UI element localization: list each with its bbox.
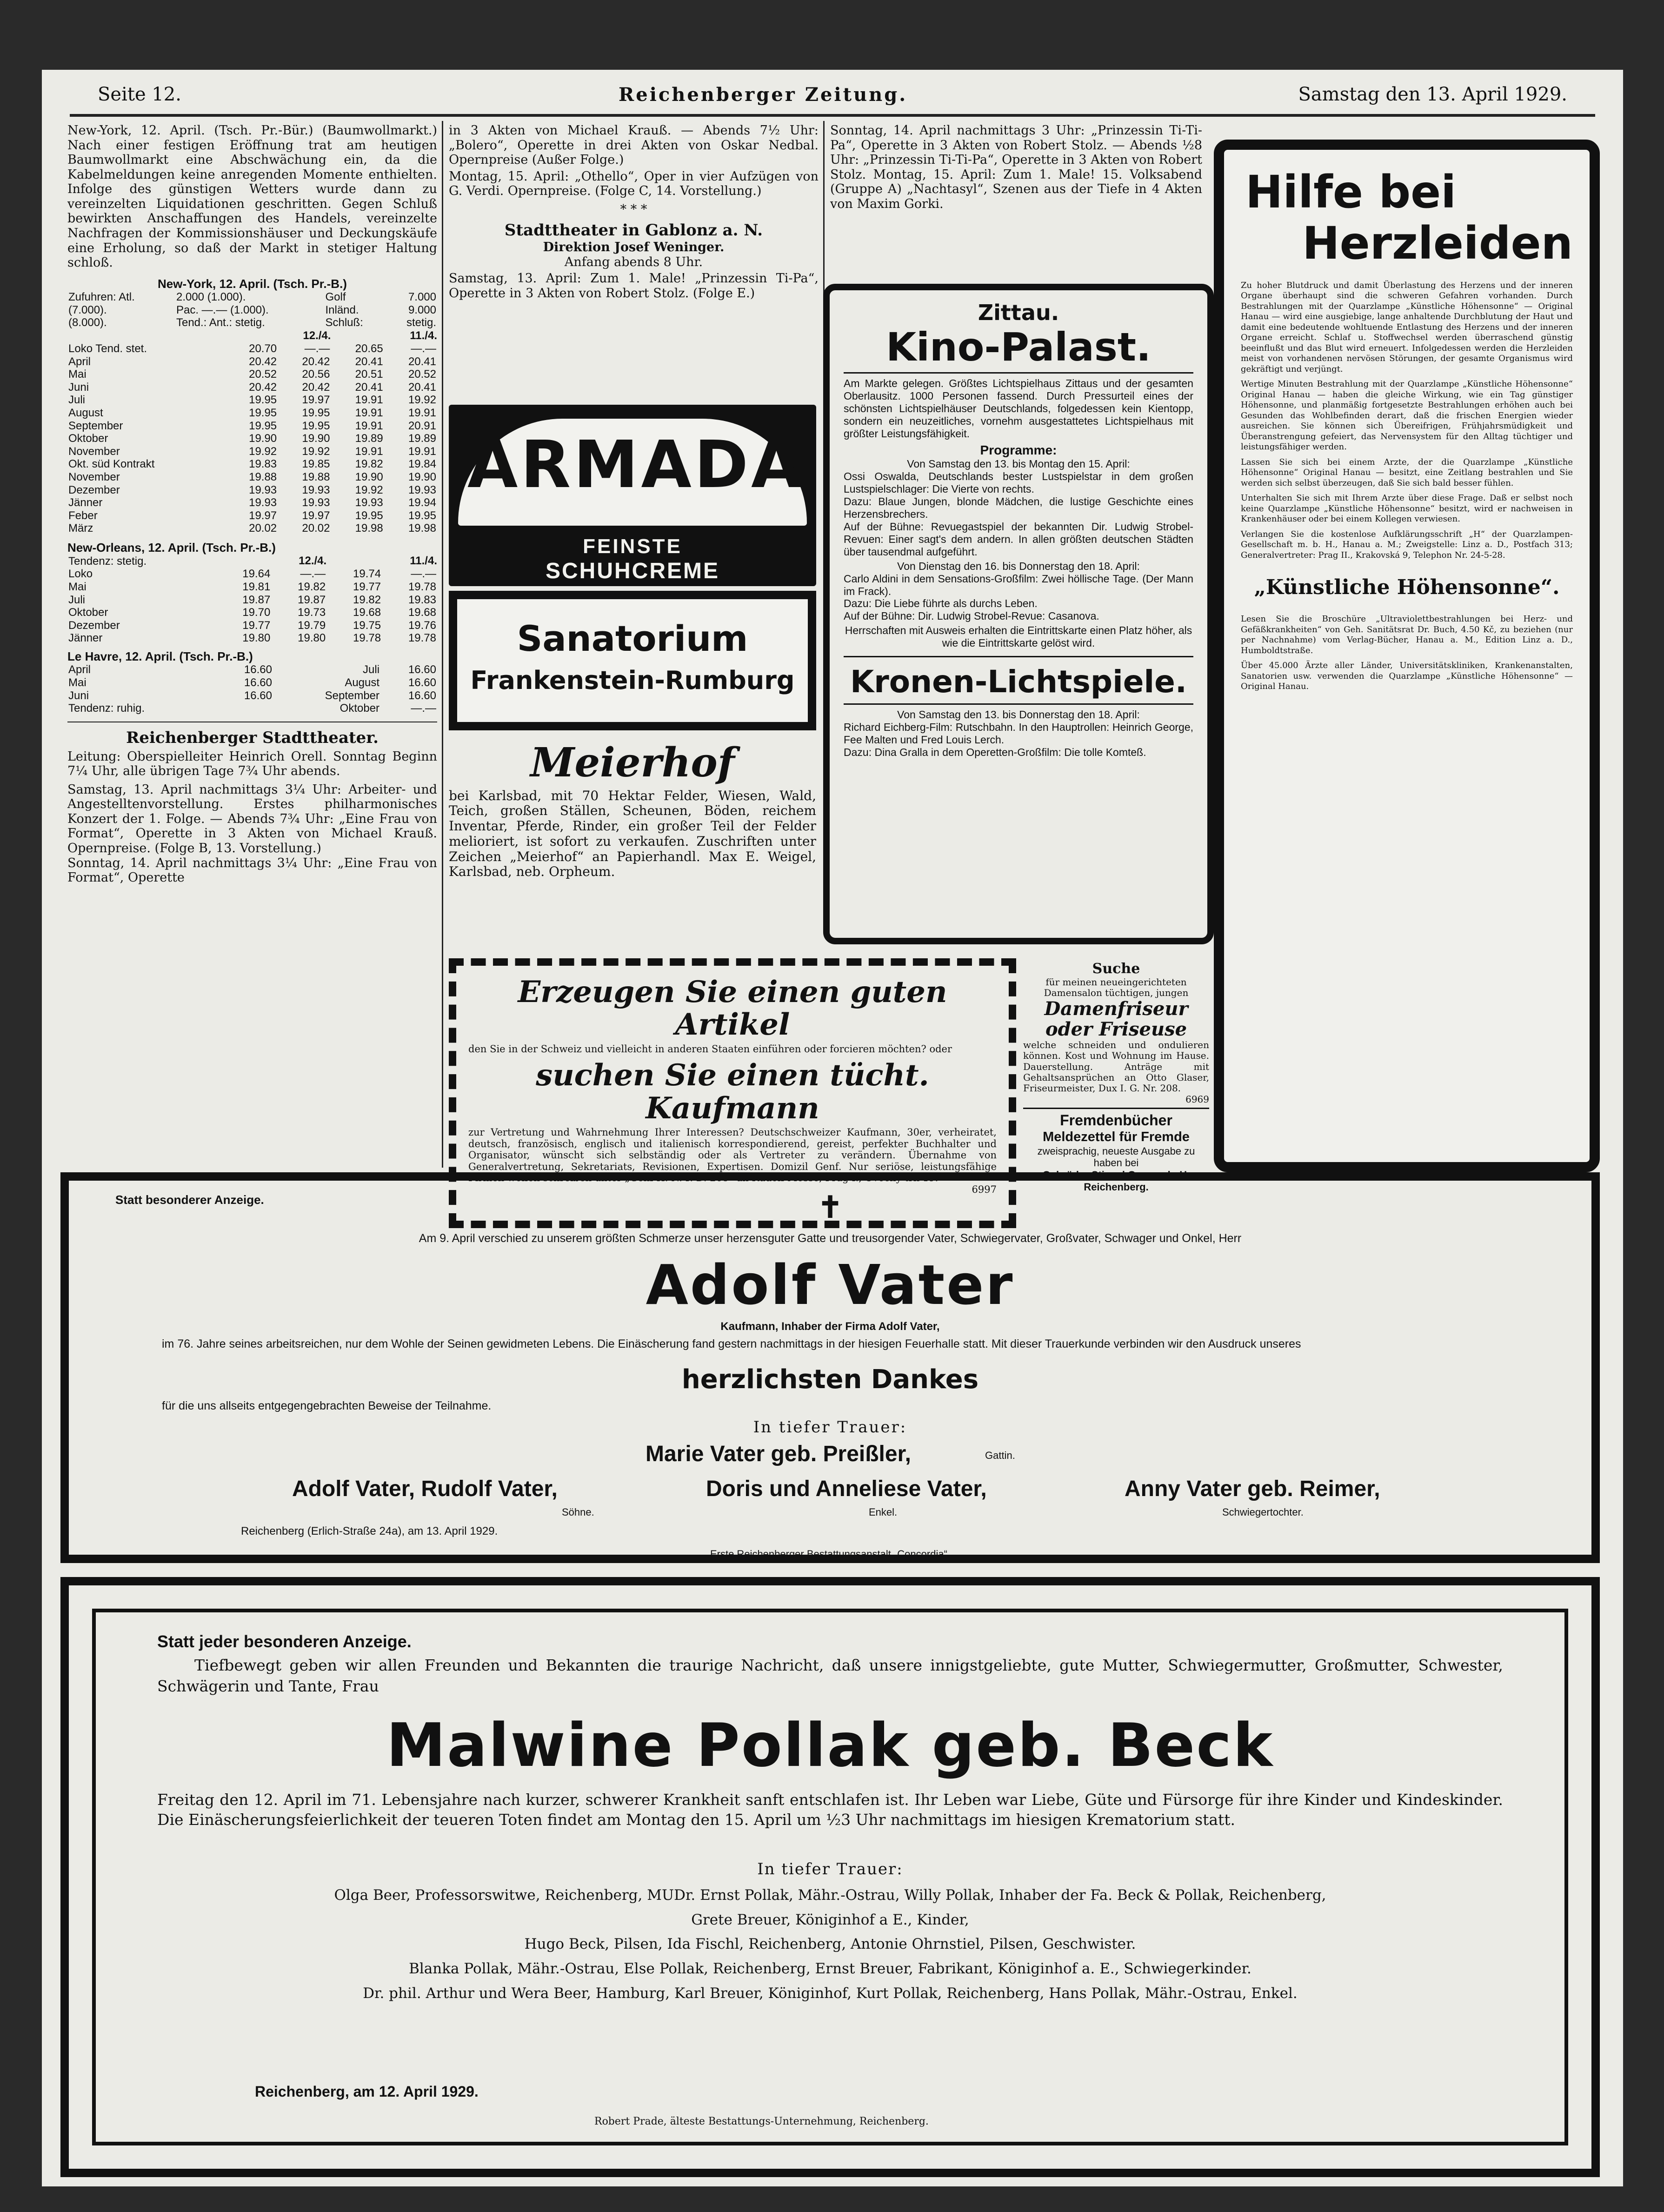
page-header xyxy=(70,84,1595,112)
meierhof-ad xyxy=(449,740,816,880)
table-row: August 19.95 19.95 19.91 19.91 xyxy=(68,407,436,420)
obit2-line1: Olga Beer, Professorswitwe, Reichenberg, MUDr. Ernst Pollak, Mähr.-Ostrau, Willy Pollak, Inhaber der Fa. Beck & Pollak, Reichenberg, xyxy=(334,1887,1326,1904)
obit1-name: Adolf Vater xyxy=(646,1253,1015,1317)
theater-title: Reichenberger Stadttheater. xyxy=(126,728,379,747)
hilfe-p1: Zu hoher Blutdruck und damit Überlastung des Herzens und der inneren Organe überhaupt sind die schweren Gefahren vorhanden. Durch Bestrahlungen mit der Quarzlampe „Künstliche Höhensonne“ — Original Hanau — wird eine ausgiebige, lange anhaltende Durchblutung der Haut und damit eine bedeutende wohltuende Entlastung des Herzens und der inneren Organe erreicht. Schlaf u. Stoffwechsel werden überraschend günstig beeinflußt und das Blut wird erneuert. Infolgedessen werden die Herzleiden meist von vorhandenen nervösen Störungen, der gesamte Organismus wird gekräftigt und verjüngt. xyxy=(1241,280,1573,374)
obit2-line3: Hugo Beck, Pilsen, Ida Fischl, Reichenberg, Antonie Ohrnstiel, Pilsen, Geschwister. xyxy=(524,1936,1136,1953)
table-row: Mai 19.81 19.82 19.77 19.78 xyxy=(68,581,436,594)
erzeugen-h2: suchen Sie einen tücht. Kaufmann xyxy=(536,1058,929,1126)
table-row: Jänner 19.80 19.80 19.78 19.78 xyxy=(68,632,436,645)
kino-rule xyxy=(844,372,1193,374)
kino-content xyxy=(844,301,1193,759)
obit1-text2: für die uns allseits entgegengebrachten Beweise der Teilnahme. xyxy=(162,1399,492,1412)
obit1-sons-role: Söhne. xyxy=(562,1506,594,1518)
table-row: (8.000). Tend.: Ant.: stetig. Schluß: stetig. xyxy=(68,316,436,329)
table-row: April 20.42 20.42 20.41 20.41 xyxy=(68,355,436,368)
table-row: November 19.92 19.92 19.91 19.91 xyxy=(68,445,436,458)
armada-ad xyxy=(449,405,816,586)
obit2-undertaker: Robert Prade, älteste Bestattungs-Unternehmung, Reichenberg. xyxy=(594,2116,929,2127)
obit1-intro: Am 9. April verschied zu unserem größten Schmerze unser herzensguter Gatte und treusorgender Vater, Schwiegervater, Großvater, Schwager und Onkel, Herr xyxy=(419,1232,1242,1245)
obit1-dil: Anny Vater geb. Reimer, xyxy=(1125,1477,1380,1501)
table-row: November 19.88 19.88 19.90 19.90 xyxy=(68,470,436,483)
fb-city: Reichenberg. xyxy=(1084,1181,1149,1193)
table-row: Juli 19.87 19.87 19.82 19.83 xyxy=(68,593,436,606)
table-header-row: Tendenz: stetig. 12./4. 11./4. xyxy=(68,555,437,568)
kino-title: Kino-Palast. xyxy=(886,324,1151,370)
kino-p5: Von Dienstag den 16. bis Donnerstag den 18. April: xyxy=(897,560,1140,572)
kino-p3: Dazu: Blaue Jungen, blonde Mädchen, die lustige Geschichte eines Herzensbrechers. xyxy=(844,495,1193,521)
obit1-dil-role: Schwiegertochter. xyxy=(1222,1506,1304,1518)
obit1-trauer: In tiefer Trauer: xyxy=(753,1418,907,1437)
theater-program-2: Sonntag, 14. April nachmittags 3 Uhr: „Prinzessin Ti-Ti-Pa“, Operette in 3 Akten von Robert Stolz. — Abends ½8 Uhr: „Prinzessin Ti-Ti-Pa“, Operette in 3 Akten von Robert Stolz. Montag, 15. April: Zum 1. Male! 15. Volksabend (Gruppe A) „Nachtasyl“, Szenen aus der Tiefe in 4 Akten von Maxim Gorki. xyxy=(830,123,1202,211)
obit1-grand-role: Enkel. xyxy=(869,1506,898,1518)
fb-company: Gebrüder Stiepel Ges. m. b. H. xyxy=(1042,1169,1190,1181)
fb-text: zweisprachig, neueste Ausgabe zu haben bei xyxy=(1037,1145,1195,1169)
table-row: Dezember 19.93 19.93 19.92 19.93 xyxy=(68,483,436,496)
obit1-grandchildren: Doris und Anneliese Vater, xyxy=(706,1477,987,1501)
kino-p4: Auf der Bühne: Revuegastspiel der bekannten Dir. Ludwig Strobel-Revuen: Einer sagt's dem andern. In allen größten deutschen Städten über tausendmal aufgeführt. xyxy=(844,521,1193,558)
erzeugen-t1: den Sie in der Schweiz und vielleicht in anderen Staaten einführen oder forcieren möchten? oder xyxy=(468,1043,952,1055)
obit1-sons: Adolf Vater, Rudolf Vater, xyxy=(292,1477,558,1501)
theater-sunday: Sonntag, 14. April nachmittags 3¼ Uhr: „Eine Frau von Format“, Operette xyxy=(67,855,437,885)
obit1-wife: Marie Vater geb. Preißler, xyxy=(646,1442,911,1466)
sanatorium-place: Frankenstein-Rumburg xyxy=(470,666,795,695)
obit1-undertaker: Erste Reichenberger Bestattungsanstalt „Concordia“. xyxy=(710,1548,951,1560)
theater-saturday: Samstag, 13. April nachmittags 3¼ Uhr: Arbeiter- und Angestelltenvorstellung. Erstes philharmonisches Konzert der 1. Folge. — Abends 7¾ Uhr: „Eine Frau von Format“, Operette in 3 Akten von Michael Krauß. Opernpreise. (Folge B, 13. Vorstellung.) xyxy=(67,782,437,856)
hilfe-p7: Über 45.000 Ärzte aller Länder, Universitätskliniken, Krankenanstalten, Sanatorien usw. verwenden die Quarzlampe „Künstliche Höhensonne“ — Original Hanau. xyxy=(1241,661,1573,692)
ny-heading: New-York, 12. April. (Tsch. Pr.-B.) xyxy=(158,276,347,291)
obit2-line4: Blanka Pollak, Mähr.-Ostrau, Else Pollak, Reichenberg, Ernst Breuer, Fabrikant, Königinhof a. E., Schwiegerkinder. xyxy=(409,1960,1251,1978)
obit2-intro: Tiefbewegt geben wir allen Freunden und Bekannten die traurige Nachricht, daß unsere innigstgeliebte, gute Mutter, Schwiegermutter, Großmutter, Schwester, Schwägerin und Tante, Frau xyxy=(157,1656,1503,1695)
table-row: Juli 19.95 19.97 19.91 19.92 xyxy=(68,394,436,407)
kino-city: Zittau. xyxy=(978,300,1059,325)
hilfe-p6: Lesen Sie die Broschüre „Ultraviolettbestrahlungen bei Herz- und Gefäßkrankheiten“ von Geh. Sanitätsrat Dr. Buch, 4.50 Kč, zu beziehen (nur per Nachnahme) vom Verlag-Bücher, Hanau a. M., Edition Linz a. D., Humboldtstraße. xyxy=(1241,614,1573,655)
obit2-name: Malwine Pollak geb. Beck xyxy=(386,1711,1274,1780)
table-row: Loko Tend. stet. 20.70 —.— 20.65 —.— xyxy=(68,342,436,355)
obit1-wife-role: Gattin. xyxy=(985,1450,1015,1461)
separator-stars: * * * xyxy=(620,202,647,217)
sanatorium-ad xyxy=(449,591,816,730)
erzeugen-h1: Erzeugen Sie einen guten Artikel xyxy=(518,975,947,1043)
kino-p2: Ossi Oswalda, Deutschlands bester Lustspielstar in dem großen Lustspielschlager: Die Vierte von rechts. xyxy=(844,470,1193,495)
obit2-line2: Grete Breuer, Königinhof a E., Kinder, xyxy=(691,1911,969,1928)
table-row: Zufuhren: Atl. 2.000 (1.000). Golf 7.000 xyxy=(68,291,436,304)
kino-p7: Dazu: Die Liebe führte als durchs Leben. xyxy=(844,597,1038,610)
gablonz-program: Samstag, 13. April: Zum 1. Male! „Prinzessin Ti-Pa“, Operette in 3 Akten von Robert Stolz. (Folge E.) xyxy=(449,271,819,301)
theater-continued: in 3 Akten von Michael Krauß. — Abends 7½ Uhr: „Bolero“, Operette in drei Akten von Oskar Nedbal. Opernpreise (Außer Folge.) xyxy=(449,123,819,167)
erzeugen-t2: zur Vertretung und Wahrnehmung Ihrer Interessen? Deutschschweizer Kaufmann, 30er, verheiratet, deutsch, französisch, englisch und italienisch korrespondierend, gereist, perfekter Buchhalter und Organisator, wünscht sich selbständig oder als Vertreter zu verändern. Übernahme von Generalvertretung, Sekretariats, Revisionen, Expertisen. Domizil Genf. Nur seriöse, leistungsfähige Firmen wollen schreiben unter „Genf H. N. P. D. 268“ an Rudolf Mosse, Prag I., Ovocný trh 19. xyxy=(468,1127,997,1184)
table-row: Mai 16.60 August 16.60 xyxy=(68,676,436,689)
sanatorium-inner xyxy=(457,599,808,722)
suche-number: 6969 xyxy=(1185,1093,1209,1105)
table-row: März 20.02 20.02 19.98 19.98 xyxy=(68,522,436,535)
hilfe-slogan: „Künstliche Höhensonne“. xyxy=(1254,575,1560,600)
kino-p9: Herrschaften mit Ausweis erhalten die Eintrittskarte einen Platz höher, als wie die Eintrittskarte gelöst wird. xyxy=(845,624,1192,649)
newspaper-page xyxy=(42,70,1623,2186)
table-row: April 16.60 Juli 16.60 xyxy=(68,663,436,676)
kino-ad xyxy=(823,284,1214,944)
column-divider xyxy=(442,121,443,1168)
hilfe-p2: Wertige Minuten Bestrahlung mit der Quarzlampe „Künstliche Höhensonne“ Original Hanau — haben die gleiche Wirkung, wie ein Tag günstiger Höhensonne, und planmäßig fortgesetzte Bestrahlungen erhöhen auch bei Gesunden das Wohlbefinden derart, daß die frischen Energien wieder ausreichen. Sie können sich Übereifrigen, Frühjahrsmüdigkeit und Überanstrengung gefeiert, das Nervensystem für den Alltag tüchtiger und leistungsfähiger werden. xyxy=(1241,379,1573,452)
suche-heading: Damenfriseur oder Friseuse xyxy=(1044,997,1188,1040)
sanatorium-title: Sanatorium xyxy=(517,618,748,659)
lh-heading: Le Havre, 12. April. (Tsch. Pr.-B.) xyxy=(67,649,253,663)
kino-p1: Von Samstag den 13. bis Montag den 15. April: xyxy=(907,458,1130,470)
table-row: Dezember 19.77 19.79 19.75 19.76 xyxy=(68,619,436,632)
obit2-text: Freitag den 12. April im 71. Lebensjahre nach kurzer, schwerer Krankheit sanft entschlafen ist. Ihr Leben war Liebe, Güte und Fürsorge für ihre Kinder und Kindeskinder. Die Einäscherungsfeierlichkeit der teueren Toten findet am Montag den 15. April um ½3 Uhr nachmittags im hiesigen Krematorium statt. xyxy=(157,1791,1503,1829)
theater-info: Leitung: Oberspielleiter Heinrich Orell. Sonntag Beginn 7¼ Uhr, alle übrigen Tage 7¾ Uhr abends. xyxy=(67,749,437,779)
fb-title: Fremdenbücher xyxy=(1060,1112,1172,1129)
table-row: Oktober 19.70 19.73 19.68 19.68 xyxy=(68,606,436,619)
table-row: Mai 20.52 20.56 20.51 20.52 xyxy=(68,368,436,381)
no-price-table xyxy=(67,555,437,645)
hilfe-body xyxy=(1241,281,1573,692)
table-row: Juni 20.42 20.42 20.41 20.41 xyxy=(68,381,436,394)
hilfe-p3: Lassen Sie sich bei einem Arzte, der die Quarzlampe „Künstliche Höhensonne“ Original Hanau — besitzt, eine Zeitlang bestrahlen und Sie werden sich selbst überzeugen, daß Sie sich bald besser fühlen. xyxy=(1241,457,1573,488)
kino-rule-2 xyxy=(844,656,1193,657)
table-row: Feber 19.97 19.97 19.95 19.95 xyxy=(68,509,436,522)
table-row: September 19.95 19.95 19.91 20.91 xyxy=(68,419,436,432)
armada-sub1: FEINSTE xyxy=(583,535,682,558)
hilfe-p4: Unterhalten Sie sich mit Ihrem Arzte über diese Frage. Daß er selbst noch keine Quarzlampe „Künstliche Höhensonne“ besitzt, wird er nachweisen in Krankenhäuser oder bei einem Kollegen verwiesen. xyxy=(1241,493,1573,524)
kino-intro: Am Markte gelegen. Größtes Lichtspielhaus Zittaus und der gesamten Oberlausitz. 1000 Personen fassend. Durch Pressurteil eines der schönsten Lichtspielhäuser Deutschlands, folgedessen kein Kientopp, sondern ein neuzeitliches, vornehm ausgestattetes Lichtspielhaus mit größter Leistungsfähigkeit. xyxy=(844,377,1193,440)
hilfe-p5: Verlangen Sie die kostenlose Aufklärungsschrift „H“ der Quarzlampen-Gesellschaft m. b. H., Hanau a. M.; Zweigstelle: Linz a. D., Postfach 313; Generalvertreter: Prag II., Krakovská 9, Telephon Nr. 24-5-28. xyxy=(1241,529,1573,560)
obit2-mourners xyxy=(143,1883,1517,2005)
table-row: (7.000). Pac. —.— (1.000). Inländ. 9.000 xyxy=(68,303,436,316)
gablonz-time: Anfang abends 8 Uhr. xyxy=(564,254,703,269)
obit2-heading: Statt jeder besonderen Anzeige. xyxy=(157,1632,412,1651)
obit2-place: Reichenberg, am 12. April 1929. xyxy=(255,2083,479,2100)
gablonz-director: Direktion Josef Weninger. xyxy=(543,240,725,255)
obit2-trauer: In tiefer Trauer: xyxy=(757,1860,903,1878)
obit1-text: im 76. Jahre seines arbeitsreichen, nur dem Wohle der Seinen gewidmeten Lebens. Die Einäscherung fand gestern nachmittags in der hiesigen Feuerhalle statt. Mit dieser Trauerkunde verbinden wir den Ausdruck unseres xyxy=(162,1337,1301,1350)
no-heading: New-Orleans, 12. April. (Tsch. Pr.-B.) xyxy=(67,540,276,555)
obituary-vater xyxy=(60,1172,1600,1563)
table-row: Jänner 19.93 19.93 19.93 19.94 xyxy=(68,496,436,509)
kronen-k1: Von Samstag den 13. bis Donnerstag den 18. April: xyxy=(897,708,1140,721)
gablonz-title: Stadttheater in Gablonz a. N. xyxy=(504,221,763,240)
ny-price-table xyxy=(67,329,437,535)
table-row: Juni 16.60 September 16.60 xyxy=(68,689,436,702)
kronen-title: Kronen-Lichtspiele. xyxy=(850,664,1187,700)
suche-text2: welche schneiden und ondulieren können. Kost und Wohnung im Hause. Dauerstellung. Anträge mit Gehaltsansprüchen an Otto Glaser, Friseurmeister, Dux I. G. Nr. 208. xyxy=(1023,1039,1209,1094)
suche-rule xyxy=(1023,1108,1209,1109)
lh-price-table xyxy=(67,663,437,715)
obit1-occupation: Kaufmann, Inhaber der Firma Adolf Vater, xyxy=(720,1320,940,1333)
armada-sub2: SCHUHCREME xyxy=(545,559,719,583)
hilfe-ad xyxy=(1214,140,1600,1172)
table-row: Oktober 19.90 19.90 19.89 19.89 xyxy=(68,432,436,445)
suche-title: Suche xyxy=(1092,961,1140,977)
obit1-heading: Statt besonderer Anzeige. xyxy=(115,1193,264,1207)
kino-p8: Auf der Bühne: Dir. Ludwig Strobel-Revue: Casanova. xyxy=(844,610,1099,622)
hilfe-title2: Herzleiden xyxy=(1302,217,1573,270)
ny-summary-table xyxy=(67,291,437,329)
obit1-place: Reichenberg (Erlich-Straße 24a), am 13. April 1929. xyxy=(241,1525,498,1537)
armada-brand: ARMADA xyxy=(467,427,805,503)
table-header-row: 12./4. 11./4. xyxy=(303,329,437,342)
column-theater xyxy=(449,123,819,301)
cotton-report: New-York, 12. April. (Tsch. Pr.-Bür.) (Baumwollmarkt.) Nach einer festigen Eröffnung trat am heutigen Baumwollmarkt eine Abschwächung ein, da die Kabelmeldungen keine anregenden Momente enthielten. Infolge des günstigen Wetters wurde dann zu vereinzelten Liquidationen geschritten. Gegen Schluß bewirkten Anschaffungen des Handels, vereinzelte Nachfragen der Kommissionshäuser und Deckungskäufe eine Erholung, so daß der Markt in stetiger Haltung schloß. xyxy=(67,123,437,270)
hilfe-title1: Hilfe bei xyxy=(1245,166,1457,218)
obit1-thanks: herzlichsten Dankes xyxy=(681,1364,979,1395)
table-row: Okt. süd Kontrakt 19.83 19.85 19.82 19.84 xyxy=(68,458,436,471)
page-number: Seite 12. xyxy=(98,84,181,105)
erzeugen-number: 6997 xyxy=(972,1183,997,1195)
newspaper-title: Reichenberger Zeitung. xyxy=(619,84,908,106)
fb-subtitle: Meldezettel für Fremde xyxy=(1043,1129,1190,1144)
kino-programme: Programme: xyxy=(980,442,1057,457)
issue-date: Samstag den 13. April 1929. xyxy=(1298,84,1567,105)
kino-rule-3 xyxy=(844,703,1193,705)
kronen-k2: Richard Eichberg-Film: Rutschbahn. In den Hauptrollen: Heinrich George, Fee Malten und Fred Louis Lerch. xyxy=(844,721,1193,746)
theater-monday: Montag, 15. April: „Othello“, Oper in vier Aufzügen von G. Verdi. Opernpreise. (Folge C, 14. Vorstellung.) xyxy=(449,169,819,199)
obit2-line5: Dr. phil. Arthur und Wera Beer, Hamburg, Karl Breuer, Königinhof, Kurt Pollak, Reichenberg, Hans Pollak, Mähr.-Ostrau, Enkel. xyxy=(363,1985,1298,2002)
header-rule xyxy=(70,114,1595,117)
column-markets xyxy=(67,123,437,885)
kino-p6: Carlo Aldini in dem Sensations-Großfilm: Zwei höllische Tage. (Der Mann im Frack). xyxy=(844,572,1193,597)
kronen-k3: Dazu: Dina Gralla in dem Operetten-Großfilm: Die tolle Komteß. xyxy=(844,746,1146,759)
cross-icon: ✝ xyxy=(818,1190,843,1225)
suche-text1: für meinen neueingerichteten Damensalon tüchtigen, jungen xyxy=(1044,976,1189,999)
meierhof-title: Meierhof xyxy=(530,739,735,786)
obituary-pollak xyxy=(60,1577,1600,2177)
table-row: Tendenz: ruhig. Oktober —.— xyxy=(68,702,436,715)
column-theater-2 xyxy=(830,123,1202,211)
meierhof-text: bei Karlsbad, mit 70 Hektar Felder, Wiesen, Wald, Teich, großen Ställen, Scheunen, Böden, reichem Inventar, Pferde, Rinder, ein großer Teil der Felder melioriert, ist sofort zu verkaufen. Zuschriften unter Zeichen „Meierhof“ an Papierhandl. Max E. Weigel, Karlsbad, neb. Orpheum. xyxy=(449,788,816,880)
table-row: Loko 19.64 —.— 19.74 —.— xyxy=(68,568,436,581)
